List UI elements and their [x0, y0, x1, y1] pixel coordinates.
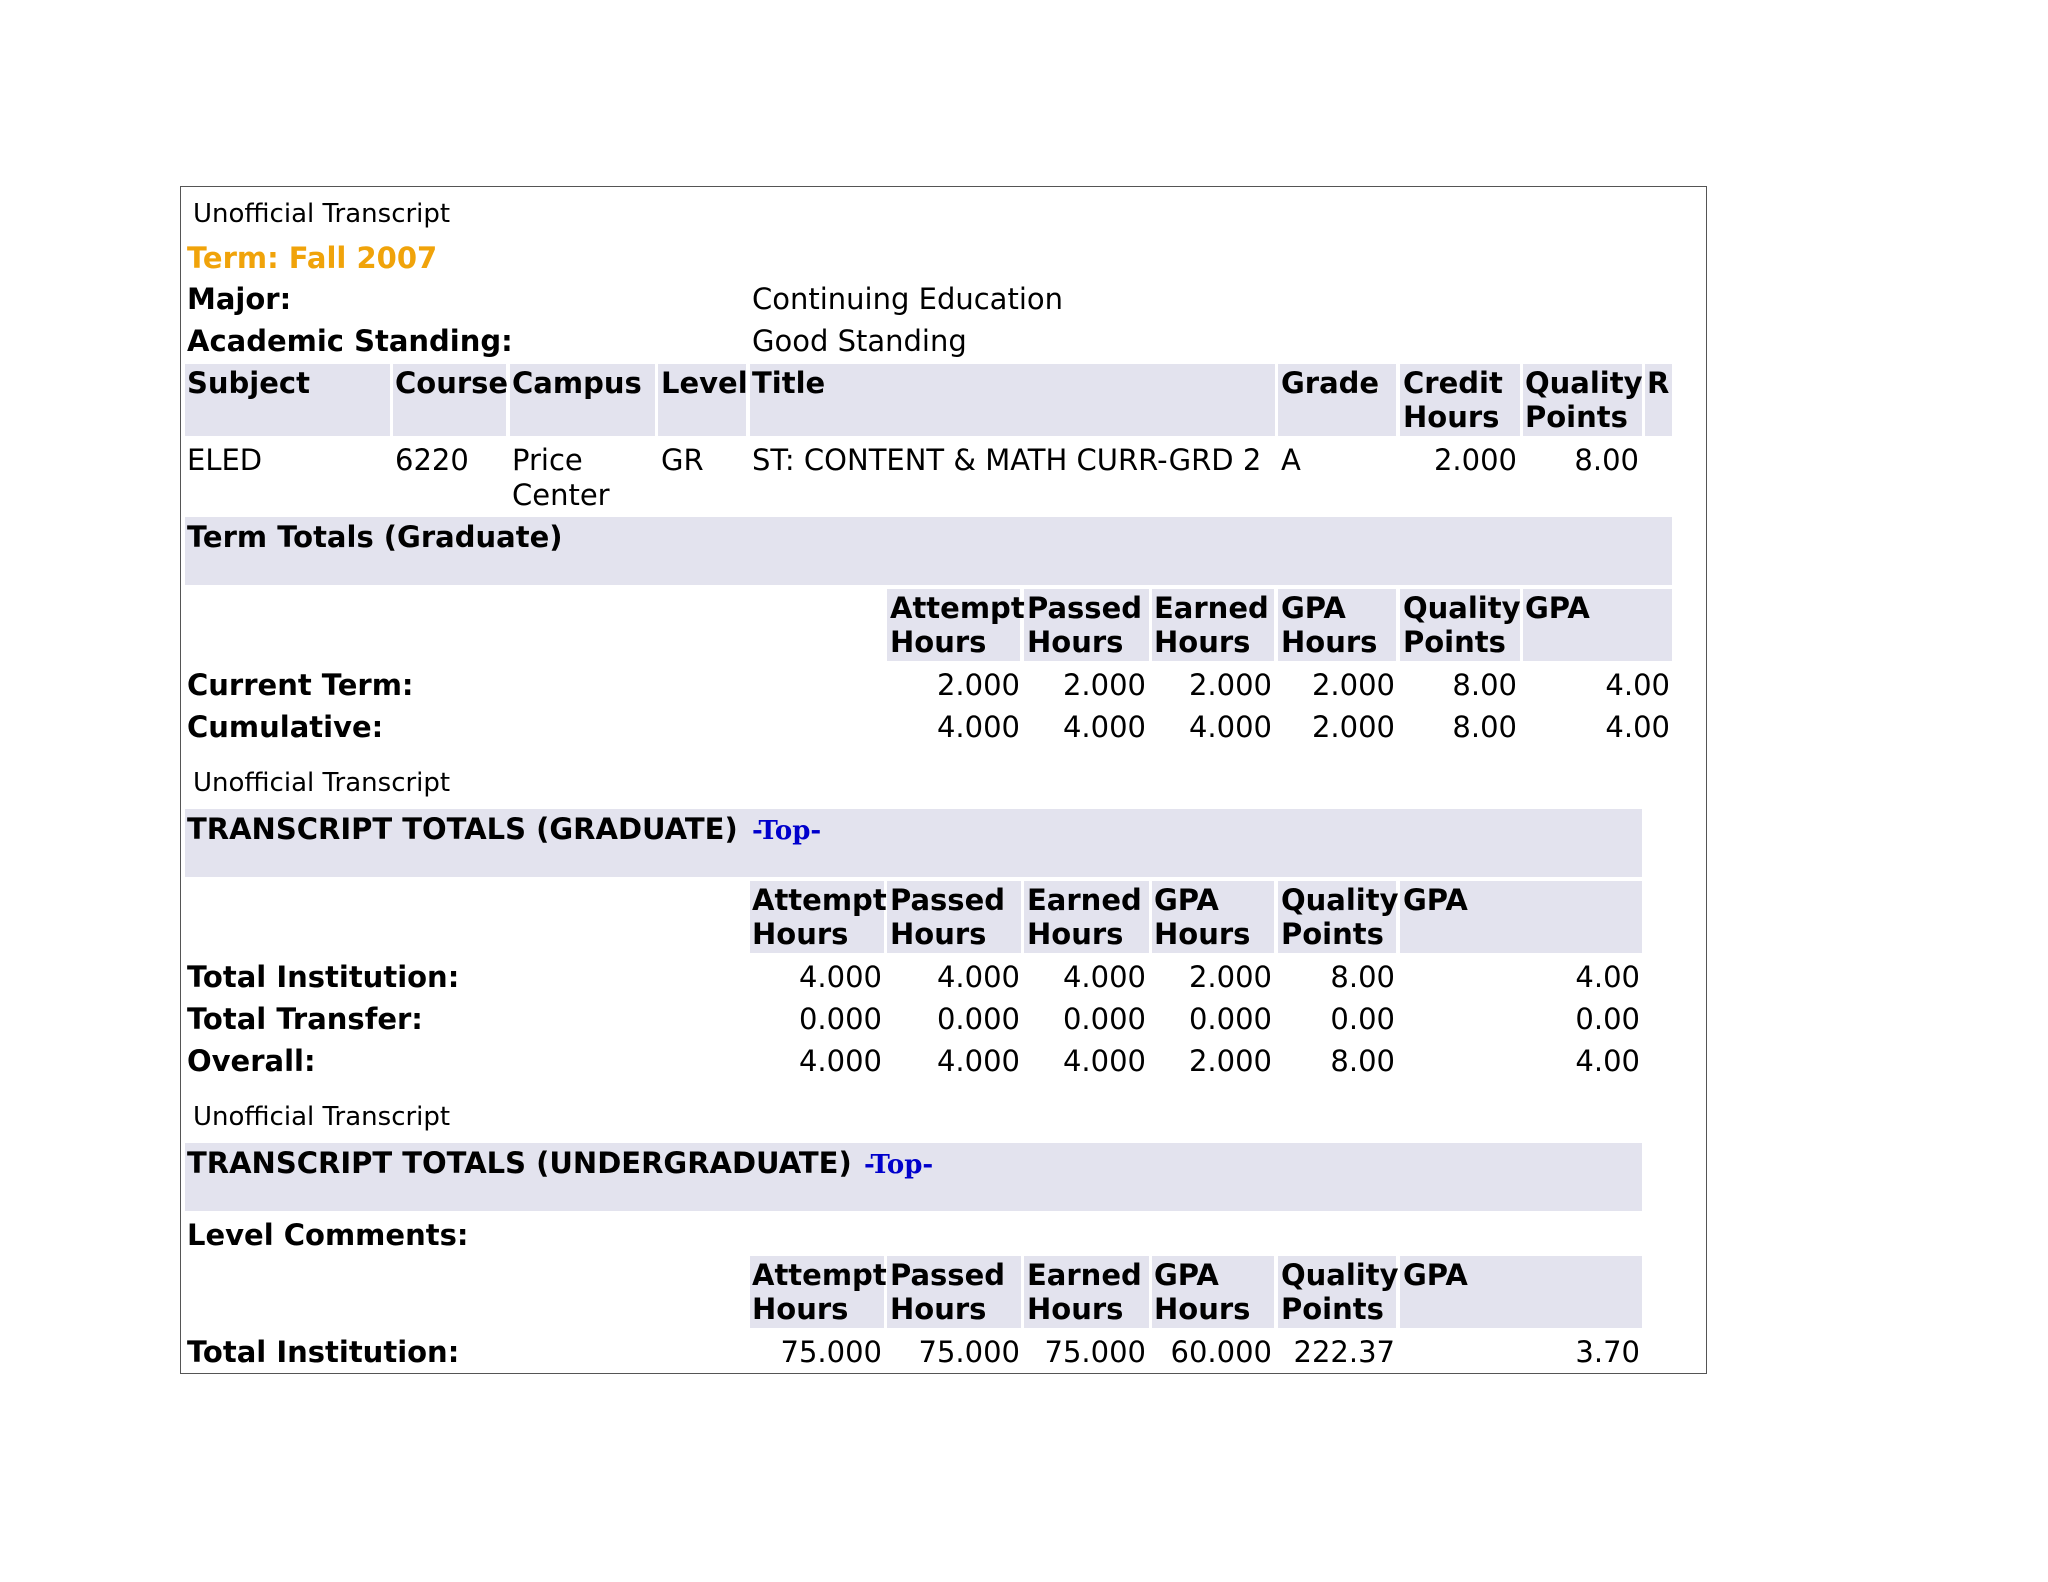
col-credit-line2: Hours — [1403, 400, 1500, 434]
undergrad-top-link[interactable]: -Top- — [864, 1150, 934, 1180]
ut-col-gpa-hours-2: Hours — [1154, 1292, 1251, 1326]
tt-col-gpa-hours-1: GPA — [1281, 591, 1346, 625]
transcript-label-1: Unofficial Transcript — [193, 199, 451, 229]
course-grade: A — [1281, 443, 1301, 477]
ut-col-earned-1: Earned — [1027, 1258, 1142, 1292]
course-level: GR — [661, 443, 704, 477]
current-term-quality: 8.00 — [1452, 668, 1517, 702]
current-term-label: Current Term: — [187, 668, 414, 702]
grad-overall-earned: 4.000 — [1062, 1044, 1146, 1078]
grad-totals-title: TRANSCRIPT TOTALS (GRADUATE) — [187, 812, 738, 846]
grad-total-transfer-attempt: 0.000 — [798, 1002, 882, 1036]
grad-total-transfer-quality: 0.00 — [1330, 1002, 1395, 1036]
cumulative-quality: 8.00 — [1452, 710, 1517, 744]
gt-col-quality-2: Points — [1281, 917, 1384, 951]
undergrad-total-institution-earned: 75.000 — [1044, 1335, 1146, 1369]
grad-total-institution-label: Total Institution: — [187, 960, 460, 994]
ut-col-quality-2: Points — [1281, 1292, 1384, 1326]
grad-overall-attempt: 4.000 — [798, 1044, 882, 1078]
major-value: Continuing Education — [752, 282, 1063, 316]
gt-col-gpa-hours-1: GPA — [1154, 883, 1219, 917]
tt-col-passed-2: Hours — [1027, 625, 1124, 659]
cumulative-earned: 4.000 — [1188, 710, 1272, 744]
col-subject: Subject — [187, 366, 310, 400]
undergrad-total-institution-gpa-hours: 60.000 — [1170, 1335, 1272, 1369]
grad-total-transfer-passed: 0.000 — [936, 1002, 1020, 1036]
tt-col-attempt-1: Attempt — [890, 591, 1025, 625]
grad-overall-passed: 4.000 — [936, 1044, 1020, 1078]
grad-top-link[interactable]: -Top- — [752, 816, 822, 846]
grad-total-transfer-gpa: 0.00 — [1575, 1002, 1640, 1036]
undergrad-total-institution-quality: 222.37 — [1293, 1335, 1395, 1369]
grad-overall-label: Overall: — [187, 1044, 316, 1078]
course-number: 6220 — [395, 443, 469, 477]
ut-col-passed-1: Passed — [890, 1258, 1005, 1292]
major-label: Major: — [187, 282, 292, 316]
ut-col-attempt-2: Hours — [752, 1292, 849, 1326]
tt-col-quality-2: Points — [1403, 625, 1506, 659]
current-term-passed: 2.000 — [1062, 668, 1146, 702]
ut-col-attempt-1: Attempt — [752, 1258, 887, 1292]
undergrad-total-institution-label: Total Institution: — [187, 1335, 460, 1369]
level-comments-label: Level Comments: — [187, 1218, 469, 1252]
term-totals-title: Term Totals (Graduate) — [187, 520, 563, 554]
academic-standing-value: Good Standing — [752, 324, 967, 358]
gt-col-passed-1: Passed — [890, 883, 1005, 917]
grad-total-institution-attempt: 4.000 — [798, 960, 882, 994]
course-campus-line1: Price — [512, 443, 583, 477]
grad-total-institution-passed: 4.000 — [936, 960, 1020, 994]
tt-col-passed-1: Passed — [1027, 591, 1142, 625]
course-campus-line2: Center — [512, 478, 610, 512]
current-term-attempt: 2.000 — [936, 668, 1020, 702]
academic-standing-label: Academic Standing: — [187, 324, 513, 358]
ut-col-passed-2: Hours — [890, 1292, 987, 1326]
grad-total-transfer-label: Total Transfer: — [187, 1002, 423, 1036]
current-term-gpa-hours: 2.000 — [1311, 668, 1395, 702]
gt-col-passed-2: Hours — [890, 917, 987, 951]
grad-overall-gpa: 4.00 — [1575, 1044, 1640, 1078]
course-quality-points: 8.00 — [1574, 443, 1639, 477]
course-title: ST: CONTENT & MATH CURR-GRD 2 — [752, 443, 1262, 477]
current-term-earned: 2.000 — [1188, 668, 1272, 702]
gt-col-earned-1: Earned — [1027, 883, 1142, 917]
grad-total-institution-gpa: 4.00 — [1575, 960, 1640, 994]
transcript-label-2: Unofficial Transcript — [193, 768, 451, 798]
current-term-gpa: 4.00 — [1605, 668, 1670, 702]
grad-total-transfer-gpa-hours: 0.000 — [1188, 1002, 1272, 1036]
transcript-label-3: Unofficial Transcript — [193, 1102, 451, 1132]
grad-total-institution-quality: 8.00 — [1330, 960, 1395, 994]
tt-col-earned-2: Hours — [1154, 625, 1251, 659]
cumulative-gpa: 4.00 — [1605, 710, 1670, 744]
grad-total-institution-gpa-hours: 2.000 — [1188, 960, 1272, 994]
gt-col-earned-2: Hours — [1027, 917, 1124, 951]
col-grade: Grade — [1281, 366, 1380, 400]
gt-col-attempt-2: Hours — [752, 917, 849, 951]
col-credit-line1: Credit — [1403, 366, 1503, 400]
ut-col-earned-2: Hours — [1027, 1292, 1124, 1326]
grad-total-transfer-earned: 0.000 — [1062, 1002, 1146, 1036]
tt-col-attempt-2: Hours — [890, 625, 987, 659]
term-label: Term: Fall 2007 — [187, 241, 438, 275]
tt-col-earned-1: Earned — [1154, 591, 1269, 625]
grad-total-institution-earned: 4.000 — [1062, 960, 1146, 994]
tt-col-gpa-hours-2: Hours — [1281, 625, 1378, 659]
tt-col-gpa: GPA — [1525, 591, 1590, 625]
grad-overall-gpa-hours: 2.000 — [1188, 1044, 1272, 1078]
cumulative-attempt: 4.000 — [936, 710, 1020, 744]
undergrad-total-institution-passed: 75.000 — [918, 1335, 1020, 1369]
col-quality-line2: Points — [1525, 400, 1628, 434]
course-subject: ELED — [187, 443, 263, 477]
grad-overall-quality: 8.00 — [1330, 1044, 1395, 1078]
cumulative-label: Cumulative: — [187, 710, 384, 744]
tt-col-quality-1: Quality — [1403, 591, 1521, 625]
col-level: Level — [661, 366, 748, 400]
gt-col-attempt-1: Attempt — [752, 883, 887, 917]
ut-col-quality-1: Quality — [1281, 1258, 1399, 1292]
gt-col-gpa-hours-2: Hours — [1154, 917, 1251, 951]
course-credit-hours: 2.000 — [1433, 443, 1517, 477]
col-course: Course — [395, 366, 509, 400]
col-title: Title — [752, 366, 826, 400]
undergrad-totals-title: TRANSCRIPT TOTALS (UNDERGRADUATE) — [187, 1146, 852, 1180]
undergrad-total-institution-attempt: 75.000 — [780, 1335, 882, 1369]
gt-col-gpa: GPA — [1403, 883, 1468, 917]
col-quality-line1: Quality — [1525, 366, 1643, 400]
col-r: R — [1647, 366, 1670, 400]
ut-col-gpa-hours-1: GPA — [1154, 1258, 1219, 1292]
cumulative-passed: 4.000 — [1062, 710, 1146, 744]
gt-col-quality-1: Quality — [1281, 883, 1399, 917]
ut-col-gpa: GPA — [1403, 1258, 1468, 1292]
cumulative-gpa-hours: 2.000 — [1311, 710, 1395, 744]
header-cell-title — [750, 364, 1275, 436]
undergrad-total-institution-gpa: 3.70 — [1575, 1335, 1640, 1369]
col-campus: Campus — [512, 366, 642, 400]
